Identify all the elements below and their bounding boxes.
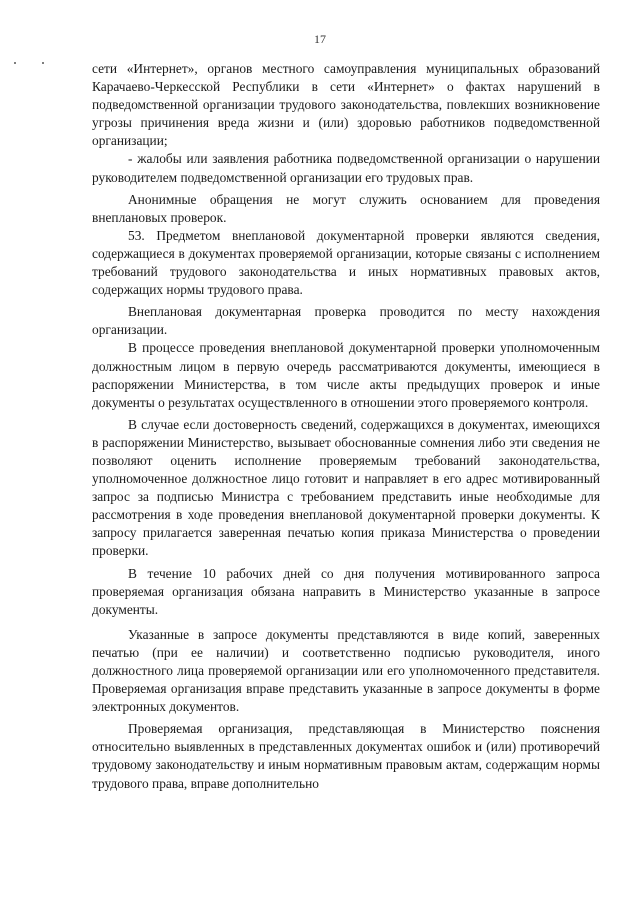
paragraph-reliability-doubts: В случае если достоверность сведений, содержащихся в документах, имеющихся в распоряжении Министерство, вызывает обоснованные сомнения либо эти сведения не позволяют оценить исполнение проверяемым требований законодательства, уполномоченное должностное лицо готовит и направляет в его адрес мотивированный запрос за подписью Министра с требованием представить иные необходимые для рассмотрения в ходе проведения внеплановой документарной проверки документы. К запросу прилагается заверенная печатью копия приказа Министерства о проведении проверки. [92, 416, 600, 559]
paragraph-inspection-location: Внеплановая документарная проверка проводится по месту нахождения организации. [92, 304, 600, 338]
paragraph-document-copies: Указанные в запросе документы представляются в виде копий, заверенных печатью (при ее наличии) и соответственно подписью руководителя, иного должностного лица проверяемой организации или его уполномоченного представителя. Проверяемая организация вправе представить указанные в запросе документы в форме электронных документов. [92, 626, 600, 715]
paragraph-continuation: сети «Интернет», органов местного самоуправления муниципальных образований Карачаево-Черкесской Республики в сети «Интернет» о фактах нарушений в подведомственной организации трудового законодательства, повлекших возникновение угрозы причинения вреда жизни и (или) здоровью работников подведомственной организации; [92, 61, 600, 149]
page-number: 17 [314, 32, 326, 46]
document-body [92, 60, 600, 793]
paragraph-inspection-process: В процессе проведения внеплановой документарной проверки уполномоченным должностным лицом в первую очередь рассматриваются документы, имеющиеся в распоряжении Министерства, в том числе акты предыдущих проверок и иные документы о результатах осуществленного в отношении этого проверяемого контроля. [92, 340, 600, 410]
paragraph-explanations: Проверяемая организация, представляющая в Министерство пояснения относительно выявленных в представленных документах ошибок и (или) противоречий трудовому законодательству и иным нормативным правовым актам, содержащим нормы трудового права, вправе дополнительно [92, 721, 600, 791]
paragraph-response-deadline: В течение 10 рабочих дней со дня получения мотивированного запроса проверяемая организация обязана направить в Министерство указанные в запросе документы. [92, 565, 600, 617]
scan-artifact [14, 62, 16, 64]
paragraph-anonymous-appeals: Анонимные обращения не могут служить основанием для проведения внеплановых проверок. [92, 191, 600, 225]
paragraph-complaint-item: - жалобы или заявления работника подведомственной организации о нарушении руководителем подведомственной организации его трудовых прав. [92, 151, 600, 185]
paragraph-clause-53: 53. Предметом внеплановой документарной проверки являются сведения, содержащиеся в документах проверяемой организации, которые связаны с исполнением требований трудового законодательства и иных нормативных правовых актов, содержащих нормы трудового права. [92, 227, 600, 298]
scan-artifact [42, 62, 44, 64]
